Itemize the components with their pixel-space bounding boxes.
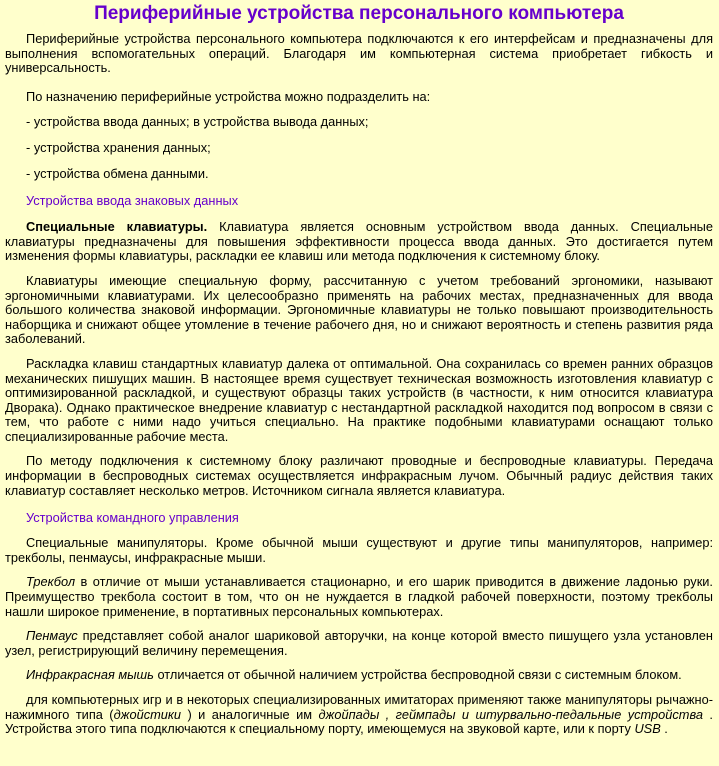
gamepad-term: джойпады , геймпады и штурвально-педальные устройства	[318, 706, 703, 722]
classification-item: - устройства обмена данными.	[26, 165, 209, 181]
gaming-devices-paragraph	[5, 693, 713, 737]
classification-lead: По назначению периферийные устройства можно подразделить на:	[26, 88, 431, 104]
keyboard-paragraph-ergonomic: Клавиатуры имеющие специальную форму, рассчитанную с учетом требований эргономики, называют эргономичными клавиатурами. Их целесообразно применять на рабочих местах, предназначенных для ввода большого количества знаковой информации. Эргономичные клавиатуры не только повышают производительность наборщика и снижают общее утомление в течение рабочего дня, но и снижают вероятность и степень развития ряда заболеваний.	[5, 272, 713, 347]
section-heading-command-devices: Устройства командного управления	[26, 510, 239, 526]
gaming-text: для компьютерных игр и в некоторых специализированных имитаторах применяют также манипуляторы рычажно-нажимного типа (	[5, 692, 713, 722]
keyboard-paragraph-special	[5, 220, 713, 264]
infrared-mouse-paragraph	[5, 668, 713, 683]
classification-item: - устройства ввода данных; в устройства вывода данных;	[26, 114, 369, 130]
keyboard-paragraph-body: Клавиатура является основным устройством ввода данных. Специальные клавиатуры предназначены для повышения эффективности процесса ввода данных. Это достигается путем изменения формы клавиатуры, раскладки ее клавиш или метода подключения к системному блоку.	[5, 219, 713, 264]
infrared-mouse-term: Инфракрасная мышь	[26, 667, 154, 683]
infrared-mouse-body: отличается от обычной наличием устройства беспроводной связи с системным блоком.	[153, 667, 682, 683]
section-heading-input-devices: Устройства ввода знаковых данных	[26, 193, 239, 209]
keyboard-paragraph-lead: Специальные клавиатуры.	[26, 219, 208, 235]
trackball-body: в отличие от мыши устанавливается стационарно, и его шарик приводится в движение ладонью руки. Преимущество трекбола состоит в том, что он не нуждается в гладкой рабочей поверхности, поэтому трекболы нашли широкое применение, в портативных персональных компьютерах.	[5, 574, 713, 619]
gaming-text: . Устройства этого типа подключаются к специальному порту, имеющемуся на звуковой карте, или к порту	[5, 706, 713, 737]
trackball-paragraph	[5, 575, 713, 619]
classification-item: - устройства хранения данных;	[26, 139, 211, 155]
penmouse-body: представляет собой аналог шариковой авторучки, на конце которой вместо пишущего узла установлен узел, регистрирующий величину перемещения.	[5, 628, 713, 658]
intro-paragraph: Периферийные устройства персонального компьютера подключаются к его интерфейсам и предназначены для выполнения вспомогательных операций. Благодаря им компьютерная система приобретает гибкость и универсальность.	[5, 31, 713, 76]
keyboard-paragraph-wireless: По методу подключения к системному блоку различают проводные и беспроводные клавиатуры. Передача информации в беспроводных системах осуществляется инфракрасным лучом. Обычный радиус действия таких клавиатур составляет несколько метров. Источником сигнала является клавиатура.	[5, 453, 713, 498]
gaming-text: ) и аналогичные им	[181, 706, 319, 722]
joystick-term: джойстики	[113, 706, 182, 722]
keyboard-paragraph-layout: Раскладка клавиш стандартных клавиатур далека от оптимальной. Она сохранилась со времен ранних образцов механических пишущих машин. В настоящее время существует техническая возможность изготовления клавиатур с оптимизированной раскладкой, и существуют образцы таких устройств (в частности, к ним относится клавиатура Дворака). Однако практическое внедрение клавиатур с нестандартной раскладкой находится под вопросом в связи с тем, что работе с ними надо учиться специально. На практике подобными клавиатурами оснащают только специализированные рабочие места.	[5, 355, 713, 444]
trackball-term: Трекбол	[26, 574, 76, 590]
usb-term: USB	[634, 721, 661, 737]
manipulators-paragraph: Специальные манипуляторы. Кроме обычной мыши существуют и другие типы манипуляторов, например: трекболы, пенмаусы, инфракрасные мыши.	[5, 535, 713, 565]
gaming-text: .	[660, 721, 668, 737]
page-title: Периферийные устройства персонального компьютера	[94, 3, 624, 24]
penmouse-paragraph	[5, 629, 713, 658]
penmouse-term: Пенмаус	[26, 628, 78, 644]
